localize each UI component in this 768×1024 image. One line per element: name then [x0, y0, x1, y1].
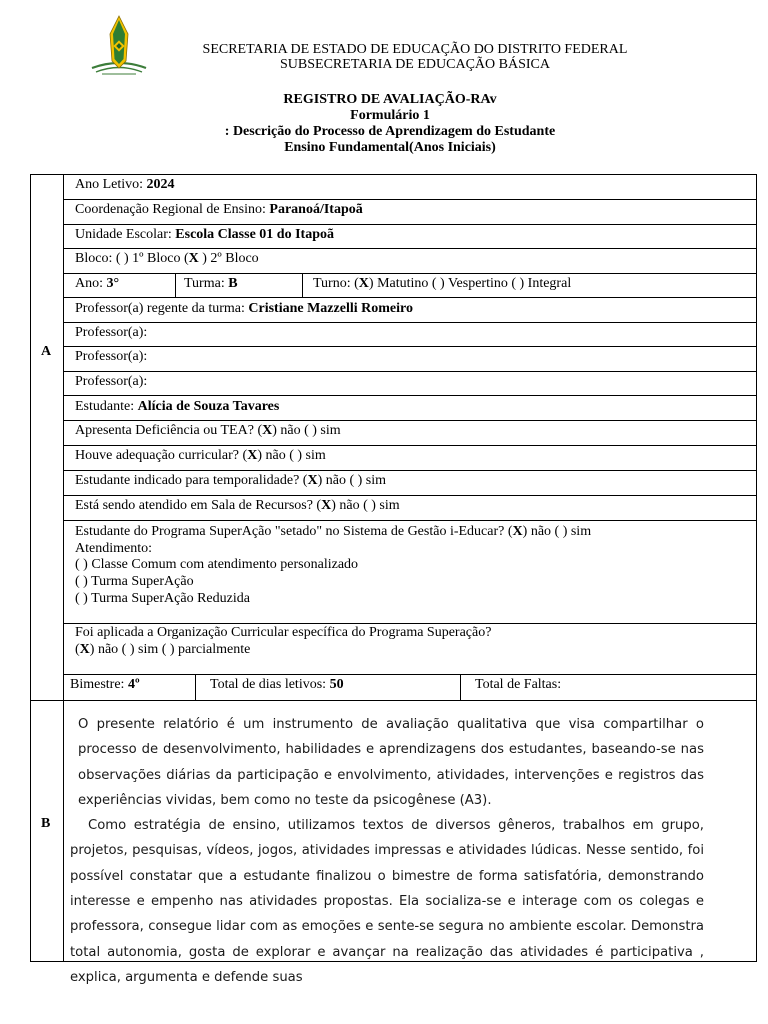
superacao-text-b: ) não ( ) sim — [522, 524, 592, 539]
turma-value: B — [228, 276, 238, 291]
bimestre-value: 4º — [127, 677, 140, 692]
estudante-value: Alícia de Souza Tavares — [137, 399, 280, 414]
org-answer-mark: X — [79, 642, 90, 657]
org-curricular-question: Foi aplicada a Organização Curricular específica do Programa Superação? — [75, 625, 492, 640]
ue-value: Escola Classe 01 do Itapoã — [175, 227, 334, 242]
field-turno — [313, 276, 571, 292]
bloco-mark: X — [188, 251, 199, 266]
temporalidade-mark: X — [307, 473, 318, 488]
section-a-label: A — [41, 344, 52, 359]
dias-label: Total de dias letivos: — [210, 677, 330, 692]
form-level: Ensino Fundamental(Anos Iniciais) — [284, 140, 496, 155]
atendimento-label: Atendimento: — [75, 541, 152, 556]
adequacao-mark: X — [247, 448, 258, 463]
form-title: REGISTRO DE AVALIAÇÃO-RAv — [283, 92, 497, 107]
field-adequacao — [75, 448, 326, 464]
field-temporalidade — [75, 473, 386, 489]
deficiencia-text-b: ) não ( ) sim — [272, 423, 341, 438]
field-bimestre — [70, 677, 140, 693]
dias-value: 50 — [329, 677, 344, 692]
org-answer-text-b: ) não ( ) sim ( ) parcialmente — [89, 642, 251, 657]
ue-label: Unidade Escolar: — [75, 227, 176, 242]
ano-label: Ano: — [75, 276, 107, 291]
field-dias-letivos — [210, 677, 344, 693]
field-turma — [184, 276, 238, 292]
adequacao-text-b: ) não ( ) sim — [257, 448, 326, 463]
report-paragraph-2: Como estratégia de ensino, utilizamos textos de diversos gêneros, trabalhos em grupo, projetos, pesquisas, vídeos, jogos, atividades impressas e atividades lúdicas. Nesse sentido, foi possível constatar que a estudante finalizou o bimestre de forma satisfatória, demonstrando interesse e empenho nas atividades propostas. Ela socializa-se e interage com os colegas e professora, consegue lidar com as emoções e sente-se segura no ambiente escolar. Demonstra total autonomia, gosta de explorar e avançar na realização das atividades é participativa , explica, argumenta e defende suas — [70, 818, 704, 985]
atendimento-option-turma-reduzida: ( ) Turma SuperAção Reduzida — [75, 591, 250, 606]
deficiencia-text-a: Apresenta Deficiência ou TEA? ( — [75, 423, 263, 438]
sala-recursos-text-b: ) não ( ) sim — [331, 498, 400, 513]
field-cre — [75, 202, 363, 218]
estudante-label: Estudante: — [75, 399, 138, 414]
deficiencia-mark: X — [262, 423, 273, 438]
bloco-text-a: Bloco: ( ) 1º Bloco ( — [75, 251, 189, 266]
turno-text-a: Turno: ( — [313, 276, 359, 291]
org-curricular-answer — [75, 642, 250, 658]
regente-label: Professor(a) regente da turma: — [75, 301, 249, 316]
form-titles — [170, 92, 610, 156]
institution-header — [170, 42, 660, 72]
ano-letivo-value: 2024 — [146, 177, 175, 192]
field-superacao — [75, 524, 591, 540]
bloco-text-b: ) 2º Bloco — [198, 251, 259, 266]
ano-letivo-label: Ano Letivo: — [75, 177, 147, 192]
field-professor-regente — [75, 301, 413, 317]
header-line-1: SECRETARIA DE ESTADO DE EDUCAÇÃO DO DISTRITO FEDERAL — [202, 42, 628, 57]
field-professor-1: Professor(a): — [75, 325, 148, 340]
field-deficiencia — [75, 423, 341, 439]
field-total-faltas: Total de Faltas: — [475, 677, 562, 692]
section-b-label: B — [41, 816, 51, 831]
field-unidade-escolar — [75, 227, 334, 243]
turno-text-b: ) Matutino ( ) Vespertino ( ) Integral — [368, 276, 572, 291]
field-sala-recursos — [75, 498, 400, 514]
field-ano-letivo — [75, 177, 175, 193]
superacao-mark: X — [512, 524, 523, 539]
header-line-2: SUBSECRETARIA DE EDUCAÇÃO BÁSICA — [280, 57, 550, 72]
sala-recursos-text-a: Está sendo atendido em Sala de Recursos? ( — [75, 498, 322, 513]
cre-value: Paranoá/Itapoã — [269, 202, 363, 217]
regente-value: Cristiane Mazzelli Romeiro — [248, 301, 413, 316]
superacao-text-a: Estudante do Programa SuperAção "setado" no Sistema de Gestão i-Educar? ( — [75, 524, 513, 539]
field-bloco — [75, 251, 259, 267]
form-description: : Descrição do Processo de Aprendizagem do Estudante — [224, 124, 556, 139]
temporalidade-text-b: ) não ( ) sim — [317, 473, 387, 488]
gdf-emblem-logo — [88, 14, 150, 80]
bimestre-label: Bimestre: — [70, 677, 128, 692]
sala-recursos-mark: X — [321, 498, 332, 513]
ano-value: 3° — [106, 276, 120, 291]
report-text — [70, 712, 704, 990]
atendimento-option-classe-comum: ( ) Classe Comum com atendimento personalizado — [75, 557, 359, 572]
adequacao-text-a: Houve adequação curricular? ( — [75, 448, 248, 463]
cre-label: Coordenação Regional de Ensino: — [75, 202, 270, 217]
temporalidade-text-a: Estudante indicado para temporalidade? ( — [75, 473, 308, 488]
form-subtitle: Formulário 1 — [350, 108, 430, 123]
org-answer-text-a: ( — [75, 642, 80, 657]
field-professor-3: Professor(a): — [75, 374, 148, 389]
field-ano — [75, 276, 119, 292]
field-estudante — [75, 399, 279, 415]
report-paragraph-1: O presente relatório é um instrumento de avaliação qualitativa que visa compartilhar o processo de desenvolvimento, habilidades e aprendizagens dos estudantes, baseando-se nas observações diárias da participação e envolvimento, atividades, intervenções e registros das experiências vividas, bem como no teste da psicogênese (A3). — [78, 717, 704, 808]
turno-mark: X — [358, 276, 369, 291]
atendimento-option-turma-superacao: ( ) Turma SuperAção — [75, 574, 194, 589]
field-professor-2: Professor(a): — [75, 349, 148, 364]
turma-label: Turma: — [184, 276, 229, 291]
